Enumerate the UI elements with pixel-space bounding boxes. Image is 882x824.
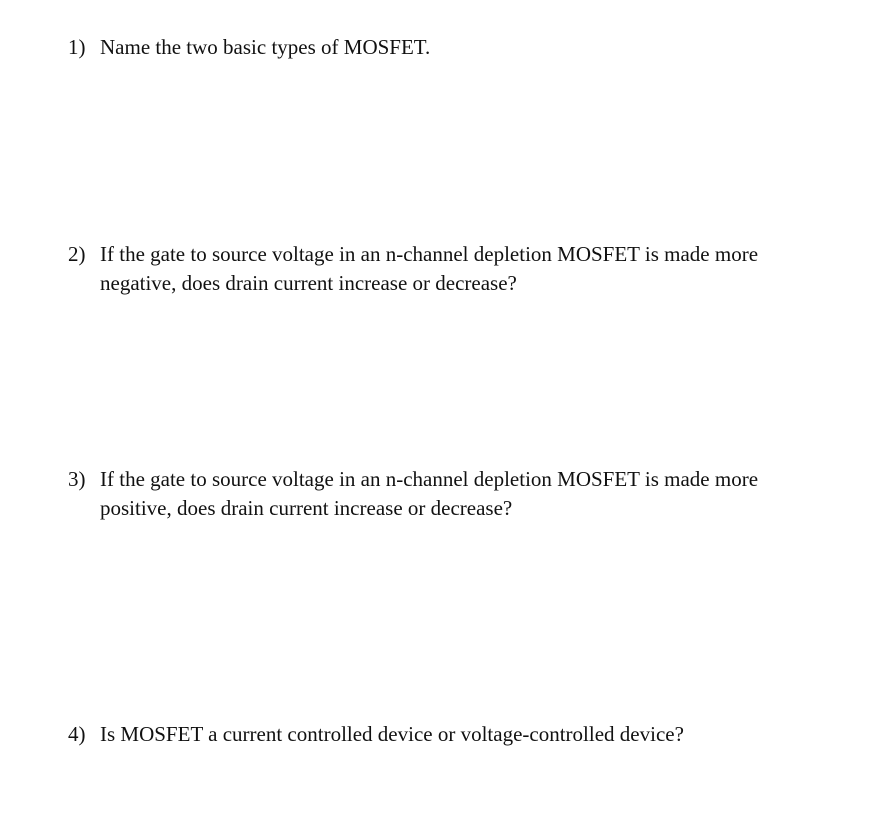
question-4-text: Is MOSFET a current controlled device or voltage-controlled device? [100, 722, 684, 746]
question-3-number: 3) [68, 467, 86, 491]
question-1 [68, 33, 828, 62]
question-1-text: Name the two basic types of MOSFET. [100, 35, 431, 59]
question-4 [68, 720, 828, 749]
question-3-text: If the gate to source voltage in an n-channel depletion MOSFET is made more positive, does drain current increase or decrease? [100, 467, 759, 520]
question-2 [68, 240, 828, 298]
question-1-number: 1) [68, 35, 86, 59]
question-4-number: 4) [68, 722, 86, 746]
question-3 [68, 465, 828, 523]
question-2-number: 2) [68, 242, 86, 266]
question-2-text: If the gate to source voltage in an n-channel depletion MOSFET is made more negative, does drain current increase or decrease? [100, 242, 759, 295]
